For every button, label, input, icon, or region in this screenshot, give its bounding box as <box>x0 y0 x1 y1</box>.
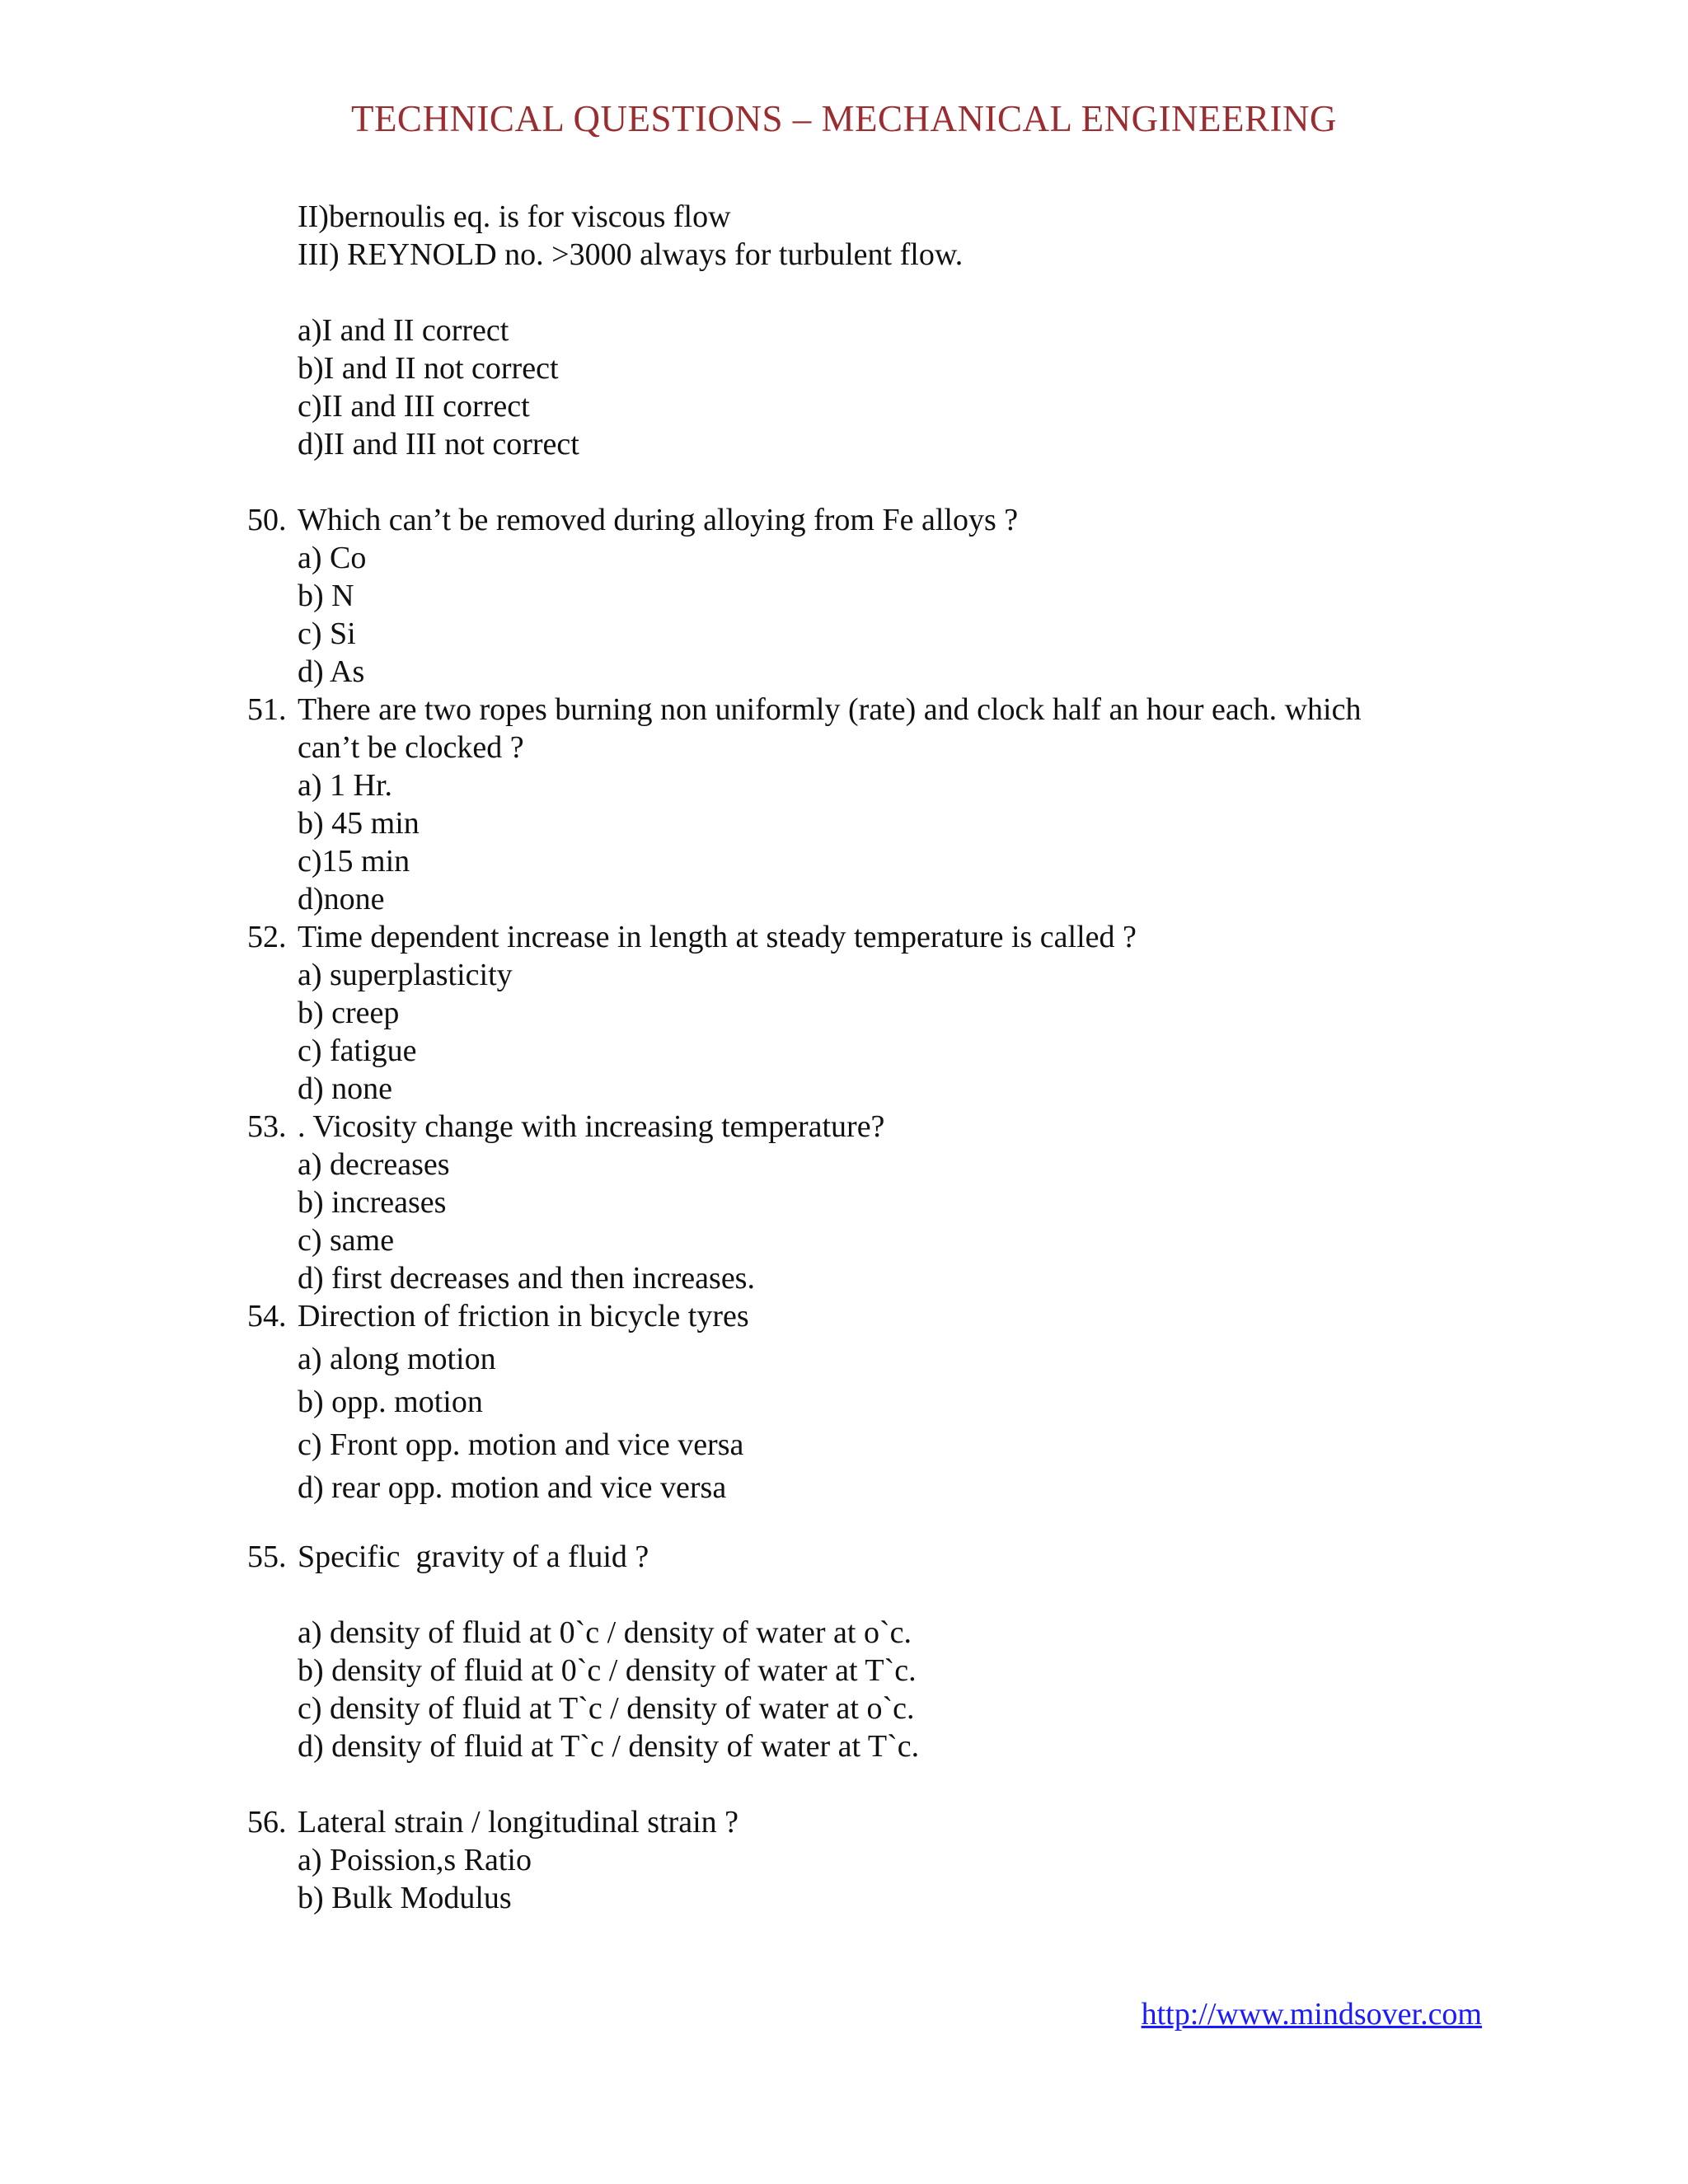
option-text: a) superplasticity <box>298 958 513 992</box>
page-header-title: TECHNICAL QUESTIONS – MECHANICAL ENGINEERING <box>350 98 1338 139</box>
question-text: . Vicosity change with increasing temperature? <box>298 1109 885 1144</box>
option-text: d)none <box>298 882 385 916</box>
question-number: 51. <box>247 692 287 727</box>
option-text: c) density of fluid at T`c / density of water at o`c. <box>298 1691 915 1726</box>
option-text: c) Si <box>298 616 356 651</box>
option-text: c) fatigue <box>298 1033 417 1068</box>
question-text: Lateral strain / longitudinal strain ? <box>298 1805 739 1840</box>
option-text: III) REYNOLD no. >3000 always for turbulent flow. <box>298 237 964 272</box>
question-number: 56. <box>247 1805 287 1840</box>
option-text: b) 45 min <box>298 806 420 841</box>
option-text: a) decreases <box>298 1147 450 1182</box>
question-number: 53. <box>247 1109 287 1144</box>
option-text: a) density of fluid at 0`c / density of water at o`c. <box>298 1615 912 1650</box>
option-text: a) 1 Hr. <box>298 768 393 803</box>
option-text: a) Poission,s Ratio <box>298 1843 532 1877</box>
option-text: b) opp. motion <box>298 1385 483 1419</box>
question-number: 55. <box>247 1540 287 1574</box>
question-text: Which can’t be removed during alloying from Fe alloys ? <box>298 503 1019 537</box>
option-text: b) creep <box>298 996 400 1030</box>
question-text: Direction of friction in bicycle tyres <box>298 1299 749 1333</box>
option-text: b) Bulk Modulus <box>298 1881 512 1915</box>
option-text: c)II and III correct <box>298 389 530 424</box>
question-text: There are two ropes burning non uniformly (rate) and clock half an hour each. which <box>298 692 1362 727</box>
option-text: c)15 min <box>298 844 410 879</box>
option-text: d) density of fluid at T`c / density of water at T`c. <box>298 1729 920 1764</box>
option-text: b) density of fluid at 0`c / density of water at T`c. <box>298 1653 917 1688</box>
option-text: c) same <box>298 1223 395 1258</box>
question-number: 52. <box>247 920 287 954</box>
option-text: d) none <box>298 1071 393 1106</box>
option-text: c) Front opp. motion and vice versa <box>298 1427 744 1462</box>
option-text: a)I and II correct <box>298 313 509 348</box>
option-text: a) Co <box>298 541 367 575</box>
question-text: Time dependent increase in length at steady temperature is called ? <box>298 920 1137 954</box>
option-text: d) rear opp. motion and vice versa <box>298 1470 727 1505</box>
question-number: 54. <box>247 1299 287 1333</box>
option-text: II)bernoulis eq. is for viscous flow <box>298 199 731 234</box>
question-text: Specific gravity of a fluid ? <box>298 1540 649 1574</box>
option-text: d) first decreases and then increases. <box>298 1261 755 1296</box>
option-text: b)I and II not correct <box>298 351 559 386</box>
option-text: b) increases <box>298 1185 447 1220</box>
question-number: 50. <box>247 503 287 537</box>
option-text: can’t be clocked ? <box>298 730 524 765</box>
option-text: a) along motion <box>298 1342 496 1376</box>
option-text: b) N <box>298 579 354 613</box>
footer-website-link[interactable]: http://www.mindsover.com <box>1141 1997 1482 2032</box>
option-text: d)II and III not correct <box>298 427 579 462</box>
option-text: d) As <box>298 654 365 689</box>
